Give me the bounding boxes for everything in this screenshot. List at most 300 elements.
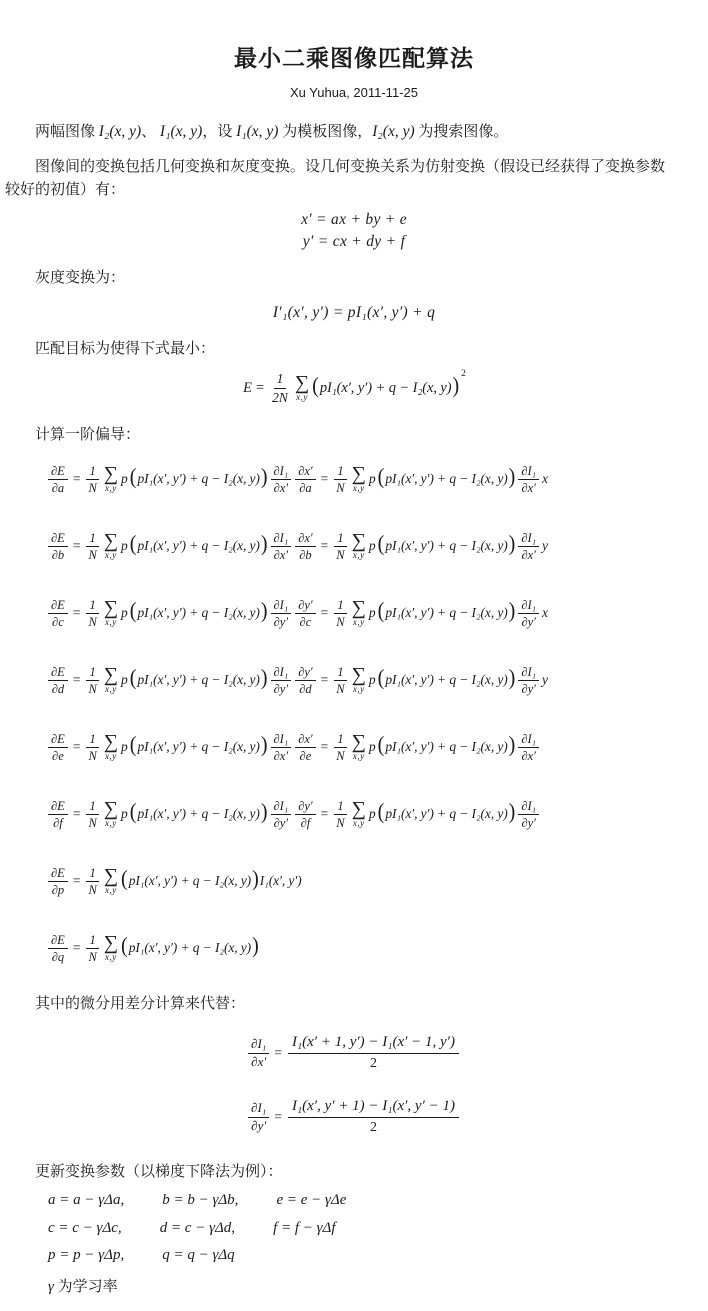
fraction-numerator: 1 — [86, 933, 98, 949]
sigma-glyph: ∑ — [351, 463, 366, 486]
sum-symbol — [104, 934, 118, 962]
equation-dEdq — [46, 926, 708, 971]
image-gradient-fraction — [518, 799, 539, 831]
left-paren: ( — [377, 599, 385, 624]
tail-variable: x — [542, 471, 549, 487]
sum-subscript: x,y — [352, 617, 365, 628]
fraction-denominator: ∂x′ — [273, 480, 289, 495]
sum-symbol — [352, 800, 366, 828]
sum-symbol — [352, 666, 366, 694]
left-paren: ( — [377, 733, 385, 758]
fraction-numerator: ∂I₁ — [518, 732, 539, 748]
fraction-numerator: 1 — [86, 732, 98, 748]
residual-expression: pI₁(x′, y′) + q − I₂(x, y) — [128, 873, 252, 889]
fraction-numerator: 1 — [86, 531, 98, 547]
fraction-denominator: ∂x′ — [251, 1053, 267, 1069]
fraction-denominator: ∂c — [299, 614, 312, 629]
right-paren: ) — [252, 934, 259, 959]
equals-sign: = — [320, 471, 329, 487]
fraction-numerator: 1 — [274, 371, 287, 389]
image-gradient-fraction — [271, 598, 292, 630]
fraction-denominator: ∂y′ — [273, 614, 289, 629]
fraction-denominator: ∂x′ — [521, 480, 536, 495]
fraction-numerator: ∂y′ — [295, 665, 315, 681]
fraction-denominator: ∂y′ — [251, 1117, 267, 1133]
left-paren: ( — [377, 465, 385, 490]
document-title: 最小二乘图像匹配算法 — [234, 46, 474, 71]
derivative-equation-row — [46, 658, 708, 703]
sum-subscript: x,y — [105, 818, 117, 829]
sum-subscript: x,y — [105, 617, 117, 628]
fraction-denominator: ∂b — [299, 547, 312, 562]
fraction-numerator: 1 — [334, 732, 346, 748]
right-paren: ) — [508, 666, 516, 691]
fraction-numerator: ∂x′ — [295, 464, 315, 480]
fraction-numerator: ∂x′ — [295, 531, 315, 547]
fraction-1-N — [85, 598, 99, 630]
fraction-denominator: ∂e — [52, 748, 64, 763]
fraction-denominator: N — [88, 748, 97, 763]
equation-affine-y — [0, 233, 708, 251]
sigma-glyph: ∑ — [351, 664, 366, 687]
derivative-equation-row — [46, 792, 708, 837]
equals-sign: = — [320, 739, 329, 755]
sum-subscript: x,y — [105, 550, 117, 561]
fraction-denominator: 2 — [369, 1056, 377, 1072]
fraction-denominator: ∂a — [51, 480, 65, 495]
image-gradient-fraction — [248, 1037, 269, 1070]
update-equation-e: e = e − γΔe — [276, 1191, 347, 1208]
equals-sign: = — [72, 806, 81, 822]
image-gradient-fraction — [518, 665, 539, 697]
fraction-numerator: 1 — [86, 799, 98, 815]
inline-text: ，设 — [202, 123, 237, 140]
sigma-glyph: ∑ — [103, 798, 119, 821]
update-equation-d: d = c − γΔd, — [159, 1219, 236, 1236]
coeff-p: p — [121, 672, 128, 688]
fraction-denominator: ∂y′ — [521, 614, 536, 629]
update-equation-f: f = f − γΔf — [273, 1219, 336, 1236]
residual-expression: pI₁(x′, y′) + q − I₂(x, y) — [385, 806, 508, 822]
left-paren: ( — [129, 465, 137, 490]
paragraph-images-intro — [5, 120, 678, 144]
chain-rule-fraction — [295, 799, 315, 831]
gray-transform-formula: I′₁(x′, y′) = pI₁(x′, y′) + q — [272, 303, 436, 321]
left-paren: ( — [312, 374, 319, 399]
right-paren: ) — [260, 599, 268, 624]
fraction-1-N — [333, 598, 347, 630]
update-equation-b: b = b − γΔb, — [162, 1191, 239, 1208]
derivative-equations — [0, 457, 708, 837]
sum-subscript: x,y — [105, 885, 117, 896]
image-gradient-fraction — [518, 464, 539, 496]
template-image-factor: I₁(x′, y′) — [259, 873, 302, 889]
left-paren: ( — [129, 599, 137, 624]
partial-E-fraction — [48, 531, 68, 563]
partial-E-fraction — [48, 464, 68, 496]
tail-variable: x — [542, 605, 549, 621]
fraction-numerator: 1 — [86, 665, 98, 681]
residual-expression: pI₁(x′, y′) + q − I₂(x, y) — [385, 538, 508, 554]
partial-E-fraction — [48, 933, 68, 965]
affine-x-formula: x′ = ax + by + e — [301, 211, 407, 229]
fraction-numerator: ∂I₁ — [248, 1101, 269, 1118]
tail-variable: y — [542, 538, 549, 554]
inline-text: 为模板图像， — [278, 123, 373, 140]
inline-math-I2: I₂(x, y) — [98, 122, 142, 140]
fraction-denominator: ∂p — [51, 882, 65, 897]
left-paren: ( — [129, 666, 137, 691]
sigma-glyph: ∑ — [103, 865, 119, 888]
fraction-denominator: ∂y′ — [521, 815, 536, 830]
fraction-numerator: ∂I₁ — [518, 598, 539, 614]
equals-sign: = — [72, 739, 81, 755]
residual-expression: pI₁(x′, y′) + q − I₂(x, y) — [128, 940, 252, 956]
label-difference-approximation: 其中的微分用差分计算来代替： — [35, 995, 246, 1012]
fraction-denominator: 2N — [272, 389, 288, 405]
partial-E-fraction — [48, 598, 68, 630]
fraction-denominator: N — [88, 882, 97, 897]
fraction-1-N — [85, 665, 99, 697]
image-gradient-fraction — [271, 531, 292, 563]
inline-text: 两幅图像 — [35, 123, 99, 140]
fraction-numerator: ∂I₁ — [271, 732, 292, 748]
fraction-denominator: N — [88, 614, 97, 629]
update-line-3 — [48, 1245, 708, 1267]
fraction-numerator: 1 — [334, 598, 346, 614]
fraction-numerator: ∂I₁ — [518, 665, 539, 681]
sigma-glyph: ∑ — [103, 530, 119, 553]
left-paren: ( — [129, 800, 137, 825]
label-update-parameters: 更新变换参数（以梯度下降法为例）： — [35, 1164, 283, 1181]
residual-expression: pI₁(x′, y′) + q − I₂(x, y) — [137, 672, 260, 688]
coeff-p: p — [368, 538, 376, 554]
fraction-numerator: ∂y′ — [295, 799, 315, 815]
inline-math-I1: I₁(x, y) — [159, 122, 203, 140]
equation-diff-x — [0, 1031, 708, 1075]
sigma-glyph: ∑ — [103, 463, 119, 486]
sum-symbol — [104, 800, 118, 828]
coeff-p: p — [121, 538, 128, 554]
label-first-order-derivative: 计算一阶偏导： — [35, 427, 141, 444]
sigma-glyph: ∑ — [294, 372, 310, 395]
sigma-glyph: ∑ — [103, 664, 119, 687]
fraction-numerator: ∂I₁ — [271, 464, 292, 480]
fraction-numerator: 1 — [334, 665, 346, 681]
residual-expression: pI₁(x′, y′) + q − I₂(x, y) — [385, 672, 508, 688]
fraction-numerator: 1 — [86, 866, 98, 882]
fraction-numerator: ∂E — [48, 933, 68, 949]
fraction-1-N — [333, 732, 347, 764]
fraction-denominator: N — [336, 681, 345, 696]
chain-rule-fraction — [295, 732, 315, 764]
right-paren: ) — [508, 800, 516, 825]
fraction-denominator: N — [336, 815, 345, 830]
fraction-1-N — [333, 464, 347, 496]
right-paren: ) — [260, 733, 268, 758]
update-equation-a: a = a − γΔa, — [48, 1191, 125, 1208]
equals-sign: = — [72, 605, 81, 621]
inline-text: 为搜索图像。 — [414, 123, 509, 140]
image-gradient-fraction — [271, 732, 292, 764]
fraction-numerator: 1 — [86, 598, 98, 614]
sigma-glyph: ∑ — [351, 731, 366, 754]
fraction-numerator: ∂E — [48, 732, 68, 748]
fraction-1-N — [85, 933, 99, 965]
coeff-p: p — [121, 806, 128, 822]
fraction-denominator: N — [88, 547, 97, 562]
fraction-denominator: ∂x′ — [273, 547, 289, 562]
affine-y-formula: y′ = cx + dy + f — [302, 233, 406, 251]
residual-expression: pI₁(x′, y′) + q − I₂(x, y) — [385, 739, 508, 755]
fraction-denominator: ∂e — [299, 748, 312, 763]
sum-symbol — [295, 374, 309, 402]
sum-subscript: x,y — [352, 550, 365, 561]
sum-symbol — [104, 532, 118, 560]
left-paren: ( — [129, 532, 137, 557]
residual-expression: pI₁(x′, y′) + q − I₂(x, y) — [385, 605, 508, 621]
sum-symbol — [352, 532, 366, 560]
sigma-glyph: ∑ — [351, 597, 366, 620]
equals-sign: = — [274, 1109, 282, 1125]
sigma-glyph: ∑ — [103, 731, 119, 754]
equals-sign: = — [72, 471, 81, 487]
fraction-denominator: N — [336, 614, 345, 629]
fraction-denominator: N — [336, 748, 345, 763]
chain-rule-fraction — [295, 665, 315, 697]
fraction-denominator: ∂c — [52, 614, 64, 629]
fraction-numerator: ∂x′ — [295, 732, 315, 748]
fraction-numerator: ∂I₁ — [518, 464, 539, 480]
left-paren: ( — [377, 666, 385, 691]
coeff-p: p — [368, 672, 376, 688]
inline-text: 、 — [141, 123, 160, 140]
inline-math-I1: I₁(x, y) — [236, 122, 279, 140]
image-gradient-fraction — [518, 598, 539, 630]
chain-rule-fraction — [295, 531, 315, 563]
left-paren: ( — [377, 800, 385, 825]
fraction-numerator: 1 — [334, 464, 346, 480]
sum-symbol — [352, 733, 366, 761]
residual-expression: pI₁(x′, y′) + q − I₂(x, y) — [137, 605, 260, 621]
image-gradient-fraction — [518, 531, 539, 563]
label-gray-transform: 灰度变换为： — [35, 270, 126, 287]
update-line-2 — [48, 1218, 708, 1240]
left-paren: ( — [121, 934, 128, 959]
fraction-denominator: ∂y′ — [273, 681, 289, 696]
equals-sign: = — [72, 538, 81, 554]
sum-symbol — [104, 599, 118, 627]
fraction-denominator: 2 — [369, 1120, 377, 1136]
fraction-1-N — [85, 464, 99, 496]
fraction-numerator: 1 — [334, 799, 346, 815]
fraction-numerator: ∂E — [48, 799, 68, 815]
sigma-glyph: ∑ — [103, 932, 119, 955]
fraction-denominator: ∂y′ — [273, 815, 289, 830]
fraction-numerator: ∂I₁ — [248, 1037, 269, 1054]
equation-objective — [0, 366, 708, 410]
image-gradient-fraction — [518, 732, 539, 764]
fraction-1-N — [85, 531, 99, 563]
derivative-equation-row — [46, 524, 708, 569]
right-paren: ) — [508, 465, 516, 490]
fraction-numerator: ∂I₁ — [271, 665, 292, 681]
coeff-p: p — [121, 739, 128, 755]
derivative-equation-row — [46, 591, 708, 636]
sum-subscript: x,y — [105, 751, 117, 762]
gamma-symbol: γ — [48, 1279, 54, 1296]
fraction-denominator: N — [88, 480, 97, 495]
author-date: Xu Yuhua, 2011-11-25 — [290, 84, 418, 100]
image-gradient-fraction — [271, 799, 292, 831]
fraction-denominator: ∂x′ — [273, 748, 289, 763]
equals-sign: = — [320, 672, 329, 688]
residual-expression: pI₁(x′, y′) + q − I₂(x, y) — [137, 739, 260, 755]
coeff-p: p — [368, 471, 376, 487]
fraction-numerator: ∂E — [48, 464, 68, 480]
fraction-denominator: ∂f — [53, 815, 63, 830]
right-paren: ) — [452, 374, 460, 399]
update-equation-c: c = c − γΔc, — [48, 1219, 122, 1236]
right-paren: ) — [260, 666, 268, 691]
residual-expression: pI₁(x′, y′) + q − I₂(x, y) — [385, 471, 508, 487]
fraction-denominator: N — [336, 480, 345, 495]
tail-variable: y — [542, 672, 549, 688]
chain-rule-fraction — [295, 598, 315, 630]
chain-rule-fraction — [295, 464, 315, 496]
inline-math-I2: I₂(x, y) — [372, 122, 415, 140]
image-gradient-fraction — [248, 1101, 269, 1134]
sum-symbol — [104, 465, 118, 493]
right-paren: ) — [260, 532, 268, 557]
equation-diff-y — [0, 1095, 708, 1139]
fraction-denominator: ∂x′ — [521, 547, 536, 562]
coeff-p: p — [121, 471, 128, 487]
fraction-1-N — [85, 799, 99, 831]
sum-subscript: x,y — [296, 392, 308, 403]
equation-affine-x — [0, 211, 708, 229]
sum-subscript: x,y — [352, 818, 365, 829]
right-paren: ) — [260, 465, 268, 490]
fraction-denominator: ∂a — [299, 480, 312, 495]
coeff-p: p — [368, 739, 376, 755]
image-gradient-fraction — [271, 464, 292, 496]
fraction-numerator: ∂I₁ — [518, 531, 539, 547]
sum-subscript: x,y — [105, 684, 117, 695]
right-paren: ) — [508, 599, 516, 624]
fraction-1-N — [85, 732, 99, 764]
update-equation-q: q = q − γΔq — [162, 1247, 235, 1264]
equals-sign: = — [274, 1045, 282, 1061]
right-paren: ) — [252, 867, 259, 892]
fraction-denominator: ∂f — [300, 815, 311, 830]
fraction-denominator: ∂d — [51, 681, 65, 696]
fraction-numerator: ∂E — [48, 665, 68, 681]
equals-sign: = — [72, 672, 81, 688]
equals-sign: = — [320, 538, 329, 554]
fraction-numerator: ∂I₁ — [518, 799, 539, 815]
derivative-equation-row — [46, 725, 708, 770]
right-paren: ) — [508, 532, 516, 557]
difference-quotient — [288, 1033, 459, 1073]
update-equation-p: p = p − γΔp, — [48, 1247, 125, 1264]
fraction-1-2N — [269, 371, 291, 405]
sum-symbol — [104, 666, 118, 694]
fraction-numerator: 1 — [334, 531, 346, 547]
left-paren: ( — [121, 867, 128, 892]
sum-subscript: x,y — [352, 684, 365, 695]
left-paren: ( — [129, 733, 137, 758]
fraction-1-N — [85, 866, 99, 898]
math-var-E: E — [243, 379, 252, 396]
equals-sign: = — [72, 940, 81, 956]
label-matching-objective: 匹配目标为使得下式最小： — [35, 340, 216, 357]
fraction-denominator: N — [336, 547, 345, 562]
fraction-numerator: ∂I₁ — [271, 799, 292, 815]
fraction-numerator: 1 — [86, 464, 98, 480]
sigma-glyph: ∑ — [351, 530, 366, 553]
sigma-glyph: ∑ — [351, 798, 366, 821]
sum-symbol — [352, 465, 366, 493]
difference-quotient — [288, 1097, 459, 1137]
superscript-2: 2 — [461, 369, 466, 380]
sum-symbol — [104, 733, 118, 761]
sum-symbol — [104, 867, 118, 895]
update-line-1 — [48, 1190, 708, 1212]
equals-sign: = — [320, 605, 329, 621]
paragraph-transform-description: 图像间的变换包括几何变换和灰度变换。设几何变换关系为仿射变换（假设已经获得了变换参数较好的初值）有： — [5, 159, 666, 198]
derivative-equation-row — [46, 457, 708, 502]
image-gradient-fraction — [271, 665, 292, 697]
residual-expression: pI₁(x′, y′) + q − I₂(x, y) — [137, 538, 260, 554]
residual-expression: pI₁(x′, y′) + q − I₂(x, y) — [137, 806, 260, 822]
partial-E-fraction — [48, 665, 68, 697]
fraction-denominator: N — [88, 949, 97, 964]
learning-rate-text: 为学习率 — [53, 1279, 118, 1296]
fraction-1-N — [333, 531, 347, 563]
fraction-denominator: ∂y′ — [521, 681, 536, 696]
fraction-numerator: ∂E — [48, 531, 68, 547]
partial-E-fraction — [48, 799, 68, 831]
equals-sign: = — [72, 873, 81, 889]
residual-expression: pI₁(x′, y′) + q − I₂(x, y) — [319, 379, 452, 396]
left-paren: ( — [377, 532, 385, 557]
equals-sign: = — [320, 806, 329, 822]
fraction-1-N — [333, 799, 347, 831]
coeff-p: p — [368, 605, 376, 621]
right-paren: ) — [508, 733, 516, 758]
sum-symbol — [352, 599, 366, 627]
fraction-denominator: ∂x′ — [521, 748, 536, 763]
fraction-numerator: ∂E — [48, 866, 68, 882]
coeff-p: p — [121, 605, 128, 621]
fraction-denominator: ∂q — [51, 949, 65, 964]
sum-subscript: x,y — [352, 751, 365, 762]
fraction-numerator: ∂I₁ — [271, 531, 292, 547]
equation-gray-transform — [0, 304, 708, 322]
sum-subscript: x,y — [352, 483, 365, 494]
sum-subscript: x,y — [105, 952, 117, 963]
residual-expression: pI₁(x′, y′) + q − I₂(x, y) — [137, 471, 260, 487]
note-learning-rate — [48, 1275, 708, 1296]
fraction-numerator: ∂E — [48, 598, 68, 614]
fraction-numerator: ∂y′ — [295, 598, 315, 614]
fraction-numerator: I₁(x′, y′ + 1) − I₁(x′, y′ − 1) — [288, 1097, 459, 1118]
right-paren: ) — [260, 800, 268, 825]
sum-subscript: x,y — [105, 483, 117, 494]
coeff-p: p — [368, 806, 376, 822]
equals-sign: = — [255, 379, 265, 396]
